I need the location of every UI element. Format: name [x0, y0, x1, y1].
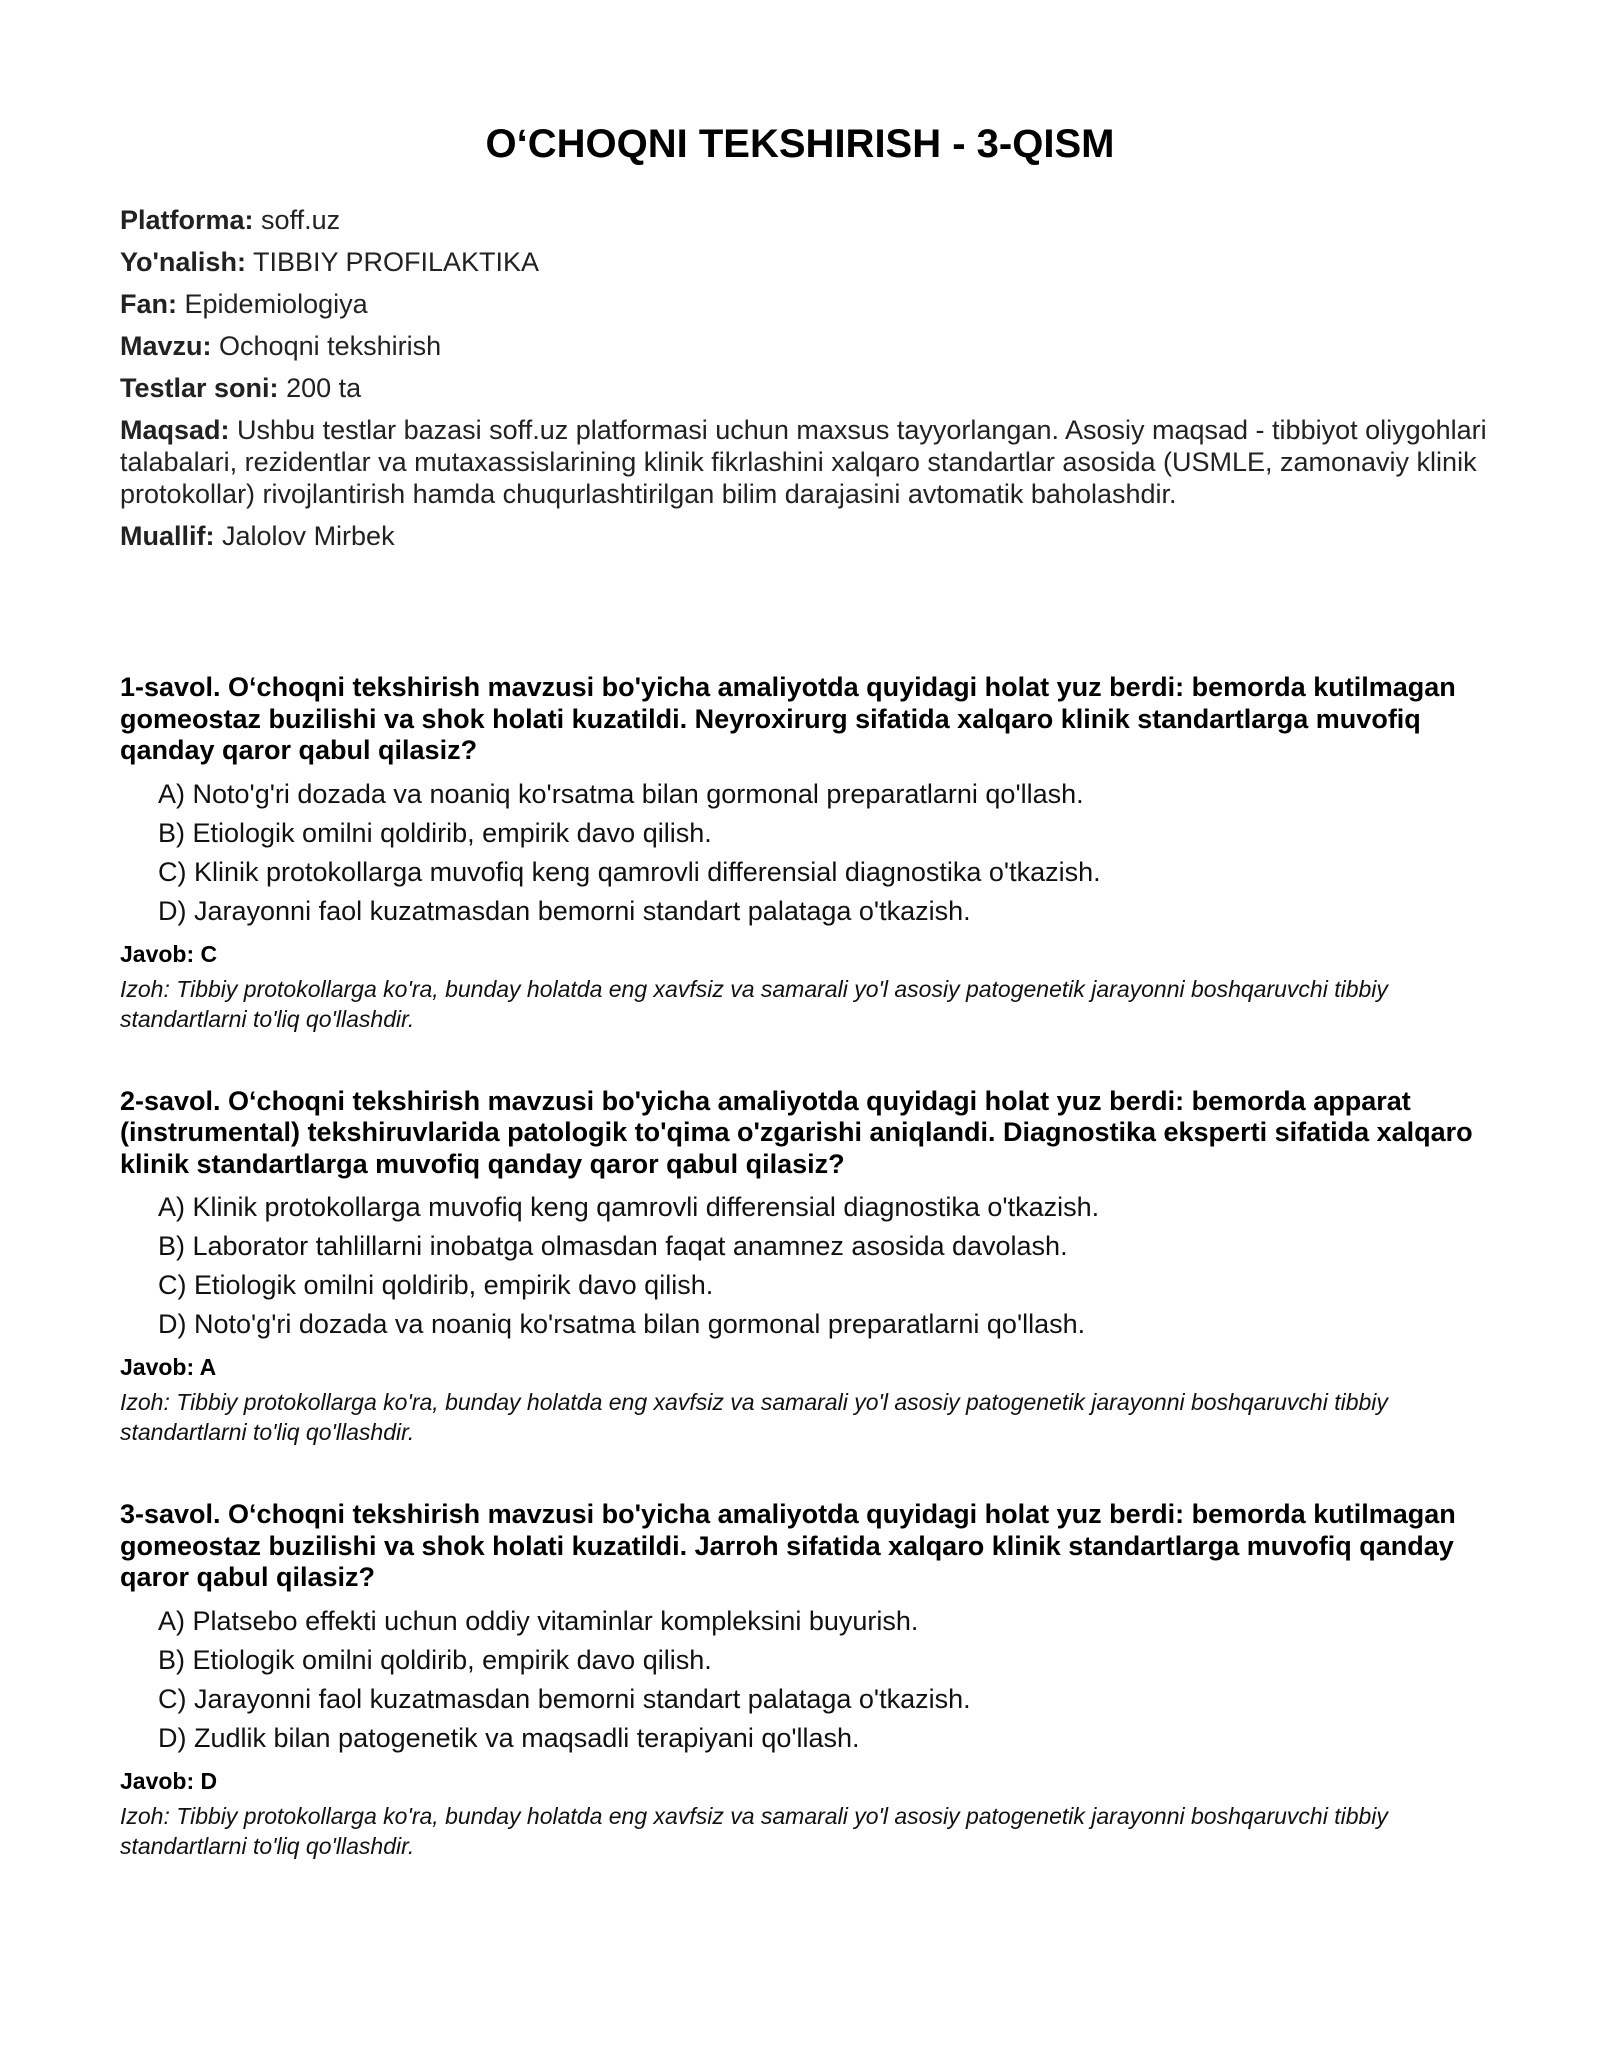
answer-label: Javob: A: [120, 1354, 217, 1380]
meta-platform: [120, 204, 1490, 236]
meta-label: Testlar soni:: [120, 373, 279, 403]
option-d: D) Noto'g'ri dozada va noaniq ko'rsatma bilan gormonal preparatlarni qo'llash.: [158, 1309, 1086, 1339]
meta-value: Ushbu testlar bazasi soff.uz platformasi uchun maxsus tayyorlangan. Asosiy maqsad - tibbiyot oliygohlari talabalari, rezidentlar va mutaxassislarining klinik fikrlashini xalqaro standartlar asosida (USMLE, zamonaviy klinik protokollar) rivojlantirish hamda chuqurlashtirilgan bilim darajasini avtomatik baholashdir.: [120, 415, 1487, 509]
option-b: B) Etiologik omilni qoldirib, empirik davo qilish.: [158, 1644, 712, 1675]
meta-value: 200 ta: [286, 373, 362, 403]
meta-topic: [120, 330, 1490, 362]
question-text: 3-savol. O‘choqni tekshirish mavzusi bo'yicha amaliyotda quyidagi holat yuz berdi: bemorda kutilmagan gomeostaz buzilishi va shok holati kuzatildi. Jarroh sifatida xalqaro klinik standartlarga muvofiq qanday qaror qabul qilasiz?: [120, 1499, 1456, 1592]
option-c: C) Etiologik omilni qoldirib, empirik davo qilish.: [158, 1270, 714, 1300]
meta-direction: [120, 246, 1490, 278]
meta-label: Platforma:: [120, 205, 254, 235]
question-text: 1-savol. O‘choqni tekshirish mavzusi bo'yicha amaliyotda quyidagi holat yuz berdi: bemorda kutilmagan gomeostaz buzilishi va shok holati kuzatildi. Neyroxirurg sifatida xalqaro klinik standartlarga muvofiq qanday qaror qabul qilasiz?: [120, 672, 1456, 765]
option-a: A) Platsebo effekti uchun oddiy vitaminlar kompleksini buyurish.: [158, 1605, 919, 1636]
document-meta: [120, 204, 1490, 562]
question-list: [120, 672, 1490, 1913]
option-b: B) Etiologik omilni qoldirib, empirik davo qilish.: [158, 817, 712, 848]
option-d: D) Zudlik bilan patogenetik va maqsadli terapiyani qo'llash.: [158, 1722, 860, 1753]
meta-label: Yo'nalish:: [120, 247, 246, 277]
option-a: A) Klinik protokollarga muvofiq keng qamrovli differensial diagnostika o'tkazish.: [158, 1192, 1100, 1222]
meta-value: Epidemiologiya: [184, 289, 368, 319]
option-c: C) Jarayonni faol kuzatmasdan bemorni standart palataga o'tkazish.: [158, 1683, 971, 1714]
meta-value: Jalolov Mirbek: [222, 521, 395, 551]
question-3: [120, 1499, 1490, 1861]
option-d: D) Jarayonni faol kuzatmasdan bemorni standart palataga o'tkazish.: [158, 895, 971, 926]
meta-label: Mavzu:: [120, 331, 212, 361]
answer-label: Javob: C: [120, 940, 218, 967]
option-a: A) Noto'g'ri dozada va noaniq ko'rsatma bilan gormonal preparatlarni qo'llash.: [158, 778, 1084, 809]
option-b: B) Laborator tahlillarni inobatga olmasdan faqat anamnez asosida davolash.: [158, 1231, 1068, 1261]
explanation-text: Izoh: Tibbiy protokollarga ko'ra, bunday holatda eng xavfsiz va samarali yo'l asosiy patogenetik jarayonni boshqaruvchi tibbiy standartlarni to'liq qo'llashdir.: [120, 1389, 1388, 1445]
meta-label: Muallif:: [120, 521, 215, 551]
answer-label: Javob: D: [120, 1767, 218, 1794]
meta-subject: [120, 288, 1490, 320]
meta-label: Fan:: [120, 289, 177, 319]
meta-label: Maqsad:: [120, 415, 230, 445]
explanation-text: Izoh: Tibbiy protokollarga ko'ra, bunday holatda eng xavfsiz va samarali yo'l asosiy patogenetik jarayonni boshqaruvchi tibbiy standartlarni to'liq qo'llashdir.: [120, 975, 1388, 1032]
meta-value: soff.uz: [261, 205, 341, 235]
question-1: [120, 672, 1490, 1034]
question-text: 2-savol. O‘choqni tekshirish mavzusi bo'yicha amaliyotda quyidagi holat yuz berdi: bemorda apparat (instrumental) tekshiruvlarida patologik to'qima o'zgarishi aniqlandi. Diagnostika eksperti sifatida xalqaro klinik standartlarga muvofiq qanday qaror qabul qilasiz?: [120, 1085, 1473, 1179]
meta-value: TIBBIY PROFILAKTIKA: [252, 247, 540, 277]
meta-author: [120, 520, 1490, 552]
explanation-text: Izoh: Tibbiy protokollarga ko'ra, bunday holatda eng xavfsiz va samarali yo'l asosiy patogenetik jarayonni boshqaruvchi tibbiy standartlarni to'liq qo'llashdir.: [120, 1802, 1388, 1859]
meta-value: Ochoqni tekshirish: [219, 331, 442, 361]
meta-purpose: [120, 414, 1490, 510]
question-2: [120, 1086, 1490, 1448]
option-c: C) Klinik protokollarga muvofiq keng qamrovli differensial diagnostika o'tkazish.: [158, 856, 1101, 887]
meta-test-count: [120, 372, 1490, 404]
page-title: O‘CHOQNI TEKSHIRISH - 3-QISM: [485, 122, 1115, 166]
